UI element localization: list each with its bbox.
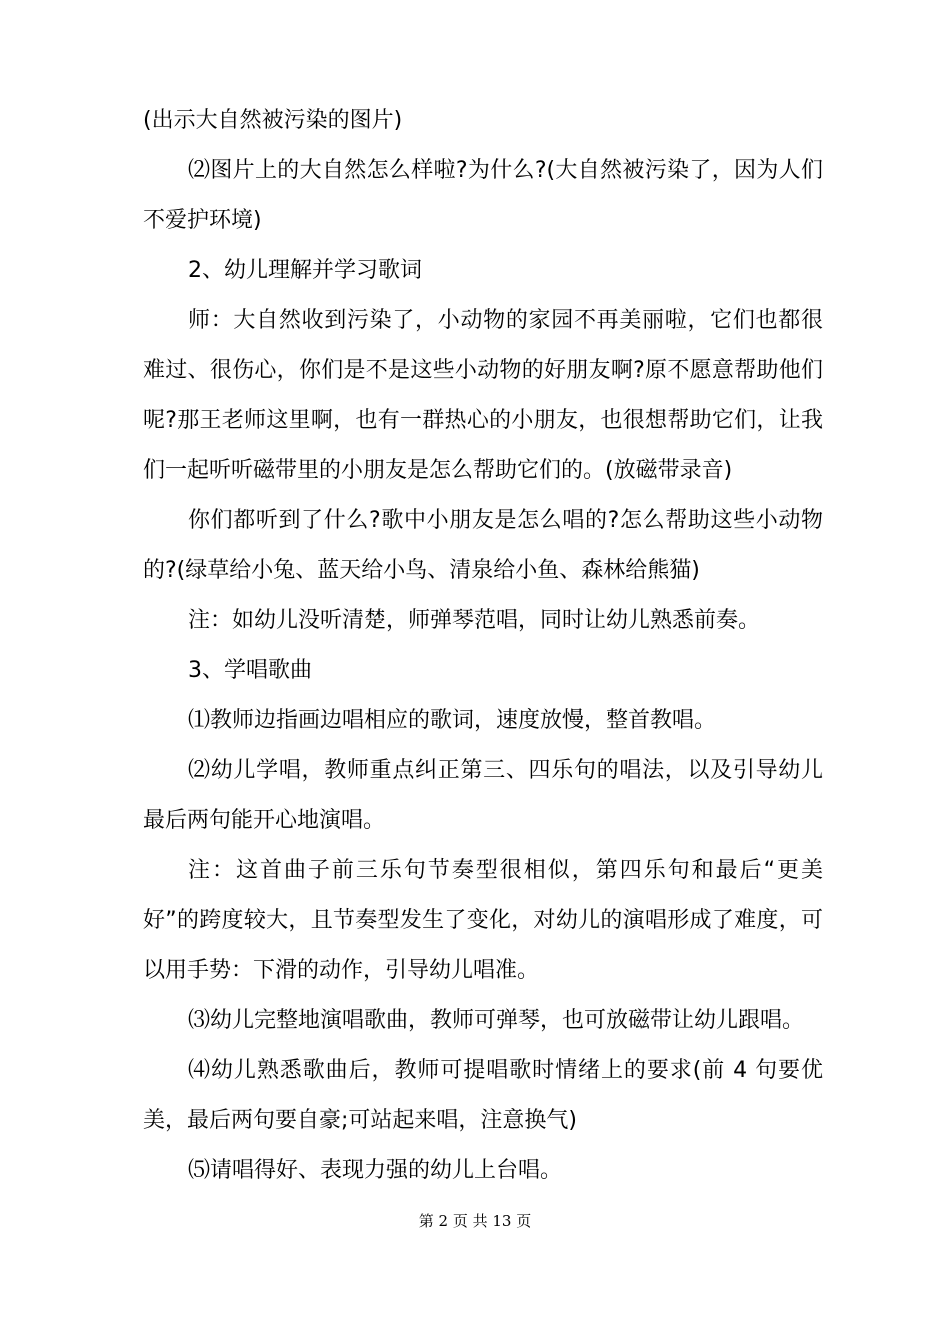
- paragraph-note-2: 注：这首曲子前三乐句节奏型很相似，第四乐句和最后“更美好”的跨度较大，且节奏型发生了变化，对幼儿的演唱形成了难度，可以用手势：下滑的动作，引导幼儿唱准。: [143, 858, 823, 983]
- page-number-footer: 第 2 页 共 13 页: [418, 1212, 532, 1230]
- paragraph-step-1: ⑴教师边指画边唱相应的歌词，速度放慢，整首教唱。: [188, 708, 717, 733]
- paragraph-note-1: 注：如幼儿没听清楚，师弹琴范唱，同时让幼儿熟悉前奏。: [188, 608, 761, 633]
- paragraph-teacher-speech: 师：大自然收到污染了，小动物的家园不再美丽啦，它们也都很难过、很伤心，你们是不是这些小动物的好朋友啊?原不愿意帮助他们呢?那王老师这里啊，也有一群热心的小朋友，也很想帮助它们，让我们一起听听磁带里的小朋友是怎么帮助它们的。(放磁带录音): [143, 308, 823, 483]
- paragraph-question-2: ⑵图片上的大自然怎么样啦?为什么?(大自然被污染了，因为人们不爱护环境): [143, 158, 823, 233]
- document-body: [143, 96, 823, 1196]
- paragraph-step-5: ⑸请唱得好、表现力强的幼儿上台唱。: [188, 1158, 563, 1183]
- section-heading-3: 3、学唱歌曲: [188, 658, 312, 683]
- paragraph-picture-note: (出示大自然被污染的图片): [143, 108, 403, 133]
- paragraph-step-3: ⑶幼儿完整地演唱歌曲，教师可弹琴，也可放磁带让幼儿跟唱。: [188, 1008, 805, 1033]
- paragraph-listening-questions: 你们都听到了什么?歌中小朋友是怎么唱的?怎么帮助这些小动物的?(绿草给小兔、蓝天给小鸟、清泉给小鱼、森林给熊猫): [143, 508, 823, 583]
- paragraph-step-4: ⑷幼儿熟悉歌曲后，教师可提唱歌时情绪上的要求(前 4 句要优美，最后两句要自豪;可站起来唱，注意换气): [143, 1058, 823, 1133]
- section-heading-2: 2、幼儿理解并学习歌词: [188, 258, 422, 283]
- paragraph-step-2: ⑵幼儿学唱，教师重点纠正第三、四乐句的唱法，以及引导幼儿最后两句能开心地演唱。: [143, 758, 823, 833]
